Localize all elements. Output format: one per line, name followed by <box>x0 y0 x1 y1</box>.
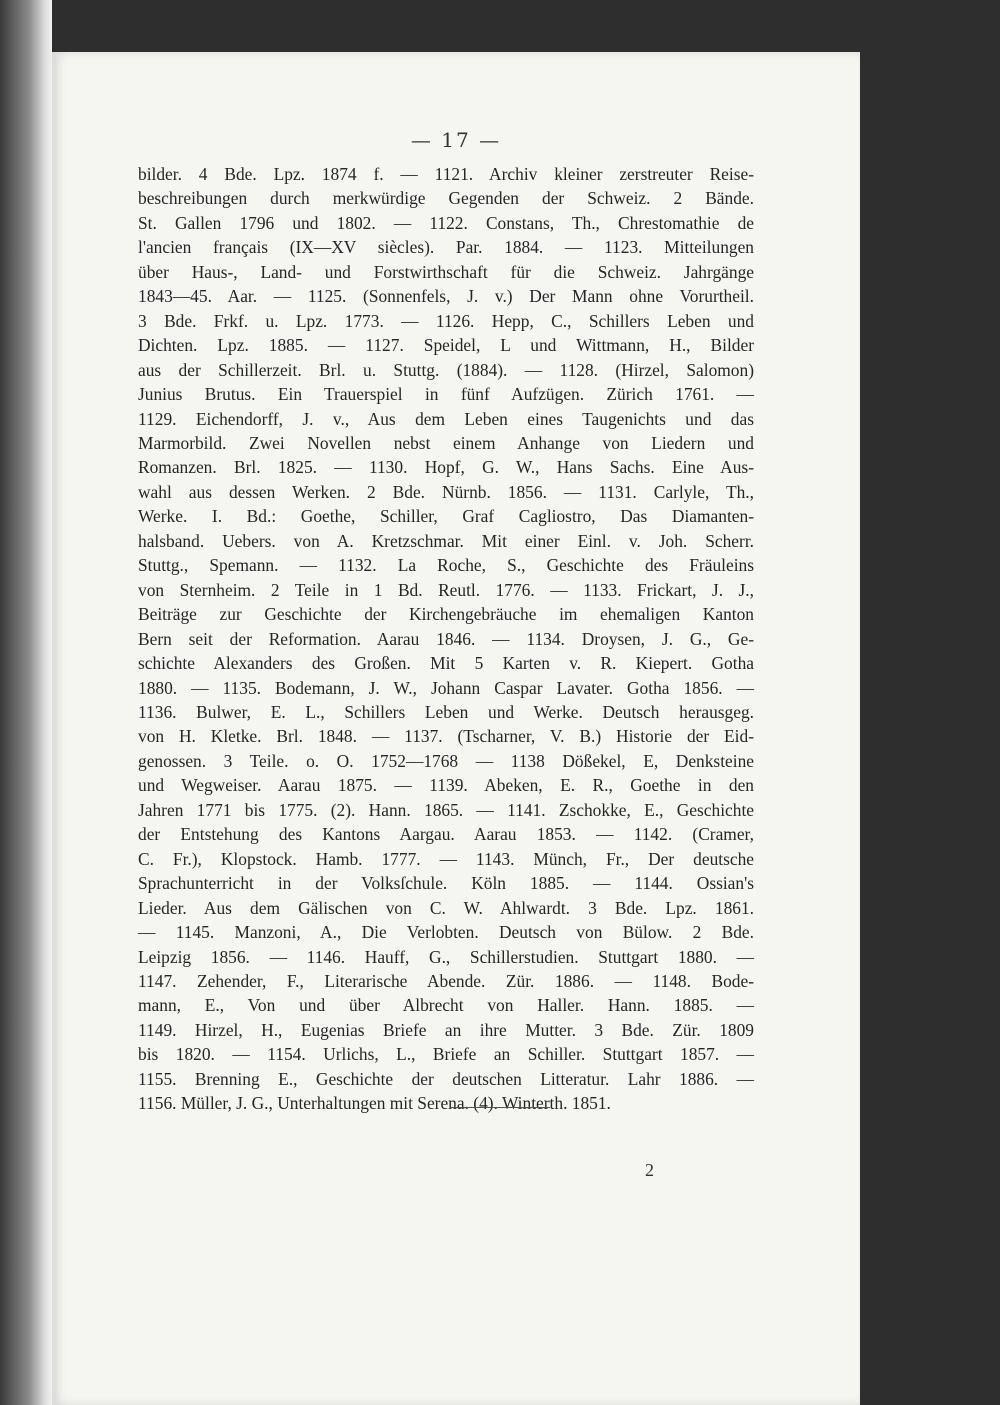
text-line: — 1145. Manzoni, A., Die Verlobten. Deutsch von Bülow. 2 Bde. <box>138 922 754 943</box>
text-line: über Haus-, Land- und Forstwirthschaft für die Schweiz. Jahrgänge <box>138 261 754 282</box>
text-line: l'ancien français (IX—XV siècles). Par. 1884. — 1123. Mitteilungen <box>138 237 754 258</box>
text-line: der Entstehung des Kantons Aargau. Aarau 1853. — 1142. (Cramer, <box>138 824 754 845</box>
text-line: bis 1820. — 1154. Urlichs, L., Briefe an Schiller. Stuttgart 1857. — <box>138 1044 754 1065</box>
text-line: halsband. Uebers. von A. Kretzschmar. Mit einer Einl. v. Joh. Scherr. <box>138 530 754 551</box>
text-line: und Wegweiser. Aarau 1875. — 1139. Abeken, E. R., Goethe in den <box>138 775 754 796</box>
text-line: Werke. I. Bd.: Goethe, Schiller, Graf Cagliostro, Das Diamanten- <box>138 506 754 527</box>
text-line: Sprachunterricht in der Volksſchule. Köln 1885. — 1144. Ossian's <box>138 873 754 894</box>
text-line: St. Gallen 1796 und 1802. — 1122. Constans, Th., Chrestomathie de <box>138 212 754 233</box>
text-line: beschreibungen durch merkwürdige Gegenden der Schweiz. 2 Bände. <box>138 188 754 209</box>
left-page-edge <box>0 0 52 1405</box>
text-line: von Sternheim. 2 Teile in 1 Bd. Reutl. 1776. — 1133. Frickart, J. J., <box>138 579 754 600</box>
text-line: Marmorbild. Zwei Novellen nebst einem Anhange von Liedern und <box>138 432 754 453</box>
footnote-rule <box>450 1107 550 1108</box>
text-line: Dichten. Lpz. 1885. — 1127. Speidel, L und Wittmann, H., Bilder <box>138 335 754 356</box>
text-line: C. Fr.), Klopstock. Hamb. 1777. — 1143. Münch, Fr., Der deutsche <box>138 848 754 869</box>
text-line: 1880. — 1135. Bodemann, J. W., Johann Caspar Lavater. Gotha 1856. — <box>138 677 754 698</box>
text-line: 1156. Müller, J. G., Unterhaltungen mit Serena. (4). Winterth. 1851. <box>138 1093 611 1114</box>
text-line: genossen. 3 Teile. o. O. 1752—1768 — 1138 Dößekel, E, Denksteine <box>138 750 754 771</box>
text-line: Lieder. Aus dem Gälischen von C. W. Ahlwardt. 3 Bde. Lpz. 1861. <box>138 897 754 918</box>
text-line: wahl aus dessen Werken. 2 Bde. Nürnb. 1856. — 1131. Carlyle, Th., <box>138 481 754 502</box>
text-line: 1149. Hirzel, H., Eugenias Briefe an ihre Mutter. 3 Bde. Zür. 1809 <box>138 1019 754 1040</box>
text-line: bilder. 4 Bde. Lpz. 1874 f. — 1121. Archiv kleiner zerstreuter Reise- <box>138 164 754 184</box>
text-line: Leipzig 1856. — 1146. Hauff, G., Schillerstudien. Stuttgart 1880. — <box>138 946 754 967</box>
text-line: 1136. Bulwer, E. L., Schillers Leben und Werke. Deutsch herausgeg. <box>138 701 754 722</box>
text-line: von H. Kletke. Brl. 1848. — 1137. (Tscharner, V. B.) Historie der Eid- <box>138 726 754 747</box>
text-line: 3 Bde. Frkf. u. Lpz. 1773. — 1126. Hepp, C., Schillers Leben und <box>138 310 754 331</box>
text-line: Jahren 1771 bis 1775. (2). Hann. 1865. — 1141. Zschokke, E., Geschichte <box>138 799 754 820</box>
text-line: 1129. Eichendorff, J. v., Aus dem Leben eines Taugenichts und das <box>138 408 754 429</box>
text-line: Junius Brutus. Ein Trauerspiel in fünf Aufzügen. Zürich 1761. — <box>138 384 754 405</box>
text-line: schichte Alexanders des Großen. Mit 5 Karten v. R. Kiepert. Gotha <box>138 653 754 674</box>
text-line: Stuttg., Spemann. — 1132. La Roche, S., Geschichte des Fräuleins <box>138 555 754 576</box>
text-line: mann, E., Von und über Albrecht von Haller. Hann. 1885. — <box>138 995 754 1016</box>
text-line: Romanzen. Brl. 1825. — 1130. Hopf, G. W., Hans Sachs. Eine Aus- <box>138 457 754 478</box>
page-number: — 17 — <box>410 128 502 152</box>
signature-mark: 2 <box>645 1160 654 1180</box>
text-line: aus der Schillerzeit. Brl. u. Stuttg. (1884). — 1128. (Hirzel, Salomon) <box>138 359 754 380</box>
body-text <box>138 162 754 1116</box>
text-line: 1155. Brenning E., Geschichte der deutschen Litteratur. Lahr 1886. — <box>138 1068 754 1089</box>
text-line: Beiträge zur Geschichte der Kirchengebräuche im ehemaligen Kanton <box>138 604 754 625</box>
text-line: Bern seit der Reformation. Aarau 1846. — 1134. Droysen, J. G., Ge- <box>138 628 754 649</box>
text-line: 1843—45. Aar. — 1125. (Sonnenfels, J. v.) Der Mann ohne Vorurtheil. <box>138 286 754 307</box>
text-line: 1147. Zehender, F., Literarische Abende. Zür. 1886. — 1148. Bode- <box>138 970 754 991</box>
book-page <box>52 52 860 1405</box>
